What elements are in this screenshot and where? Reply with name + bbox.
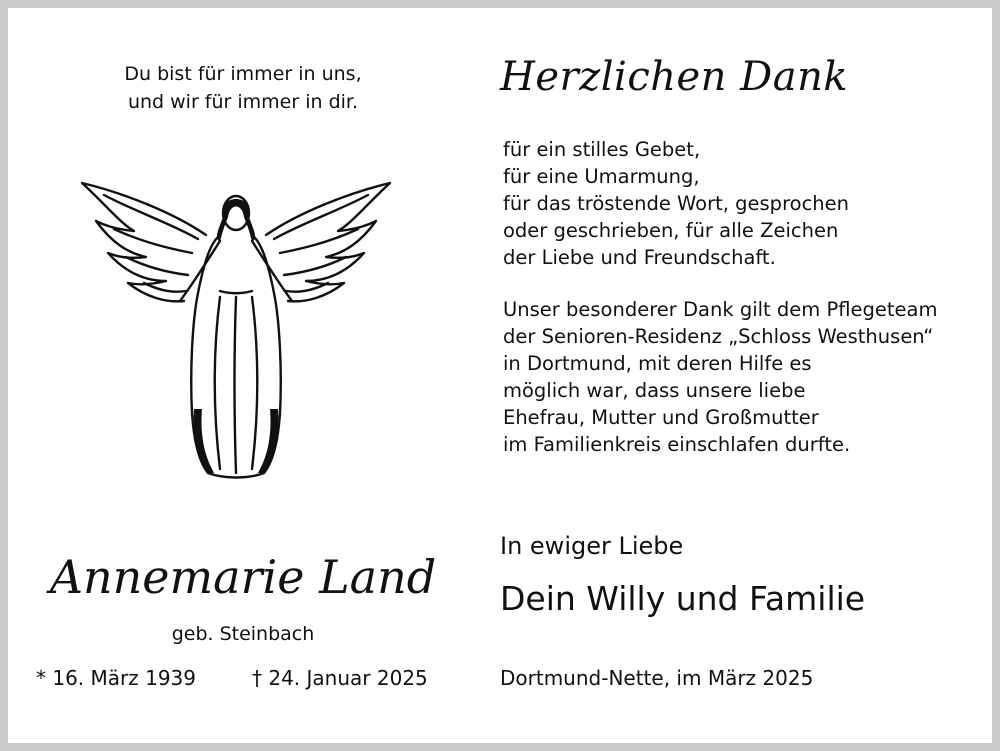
text-line: der Liebe und Freundschaft. <box>503 246 776 269</box>
angel-icon <box>74 173 398 483</box>
closing-phrase: In ewiger Liebe <box>500 532 684 560</box>
deceased-name: Annemarie Land <box>49 550 437 604</box>
text-line: Unser besonderer Dank gilt dem Pflegeteam <box>503 298 938 321</box>
family-signature: Dein Willy und Familie <box>500 579 866 618</box>
text-line: im Familienkreis einschlafen durfte. <box>503 433 851 456</box>
thanks-paragraph-2 <box>503 296 937 458</box>
text-line: für das tröstende Wort, gesprochen <box>503 192 850 215</box>
place-date: Dortmund-Nette, im März 2025 <box>500 666 814 690</box>
text-line: Ehefrau, Mutter und Großmutter <box>503 406 819 429</box>
motto-line-1: Du bist für immer in uns, <box>124 63 362 85</box>
maiden-name: geb. Steinbach <box>171 623 315 645</box>
text-line: für ein stilles Gebet, <box>503 138 701 161</box>
thanks-paragraph-1 <box>503 136 849 271</box>
motto-line-2: und wir für immer in dir. <box>127 91 359 113</box>
text-line: in Dortmund, mit deren Hilfe es <box>503 352 812 375</box>
motto <box>8 60 478 116</box>
text-line: möglich war, dass unsere liebe <box>503 379 806 402</box>
death-date: † 24. Januar 2025 <box>252 666 428 690</box>
birth-date: * 16. März 1939 <box>36 666 197 690</box>
page-title: Herzlichen Dank <box>500 54 849 100</box>
text-line: oder geschrieben, für alle Zeichen <box>503 219 839 242</box>
obituary-card <box>8 8 992 743</box>
text-line: für eine Umarmung, <box>503 165 700 188</box>
text-line: der Senioren-Residenz „Schloss Westhusen“ <box>503 325 934 348</box>
